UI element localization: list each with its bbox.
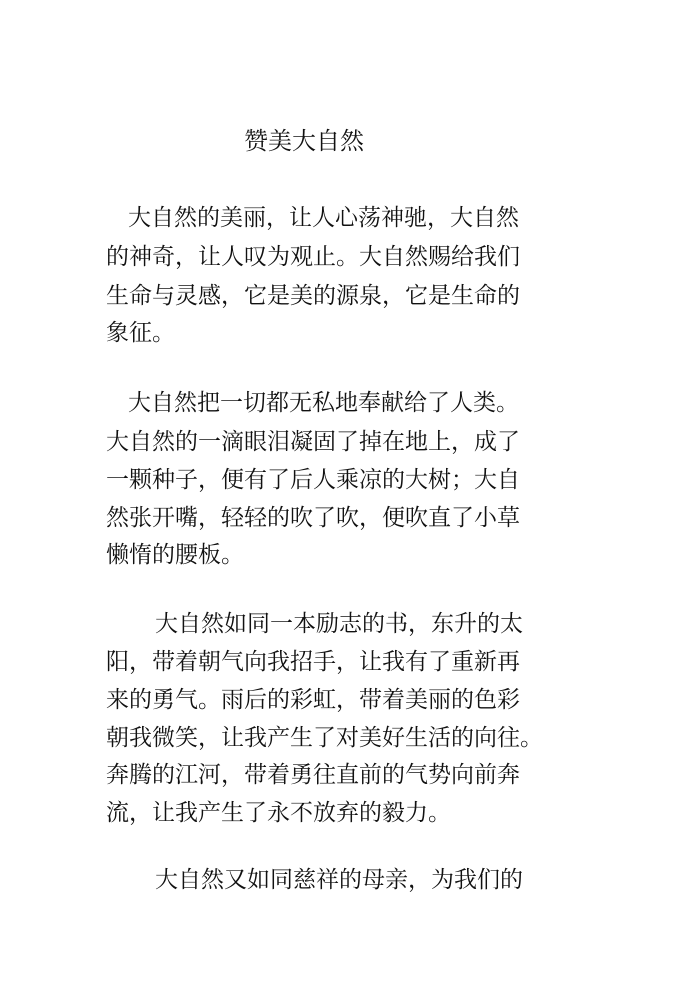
paragraph-3-line-2: 阳，带着朝气向我招手，让我有了重新再 xyxy=(106,649,520,675)
paragraph-2-line-5: 懒惰的腰板。 xyxy=(106,542,244,568)
paragraph-2-line-4: 然张开嘴，轻轻的吹了吹，便吹直了小草 xyxy=(106,505,520,531)
paragraph-1-line-4: 象征。 xyxy=(106,320,175,346)
paragraph-1-line-3: 生命与灵感，它是美的源泉，它是生命的 xyxy=(106,283,520,309)
paragraph-2-line-2: 大自然的一滴眼泪凝固了掉在地上，成了 xyxy=(106,429,520,455)
document-title: 赞美大自然 xyxy=(244,127,364,155)
paragraph-3-line-5: 奔腾的江河，带着勇往直前的气势向前奔 xyxy=(106,762,520,788)
paragraph-2-line-3: 一颗种子，便有了后人乘凉的大树；大自 xyxy=(106,467,520,493)
paragraph-3-line-6: 流，让我产生了永不放弃的毅力。 xyxy=(106,800,451,826)
paragraph-1-line-1: 大自然的美丽，让人心荡神驰，大自然 xyxy=(128,205,519,231)
paragraph-3-line-1: 大自然如同一本励志的书，东升的太 xyxy=(155,611,523,637)
paragraph-2-line-1: 大自然把一切都无私地奉献给了人类。 xyxy=(128,390,519,416)
paragraph-4-line-1: 大自然又如同慈祥的母亲，为我们的 xyxy=(155,867,523,893)
paragraph-3-line-4: 朝我微笑，让我产生了对美好生活的向往。 xyxy=(106,725,543,751)
paragraph-1-line-2: 的神奇，让人叹为观止。大自然赐给我们 xyxy=(106,244,520,270)
paragraph-3-line-3: 来的勇气。雨后的彩虹，带着美丽的色彩 xyxy=(106,687,520,713)
